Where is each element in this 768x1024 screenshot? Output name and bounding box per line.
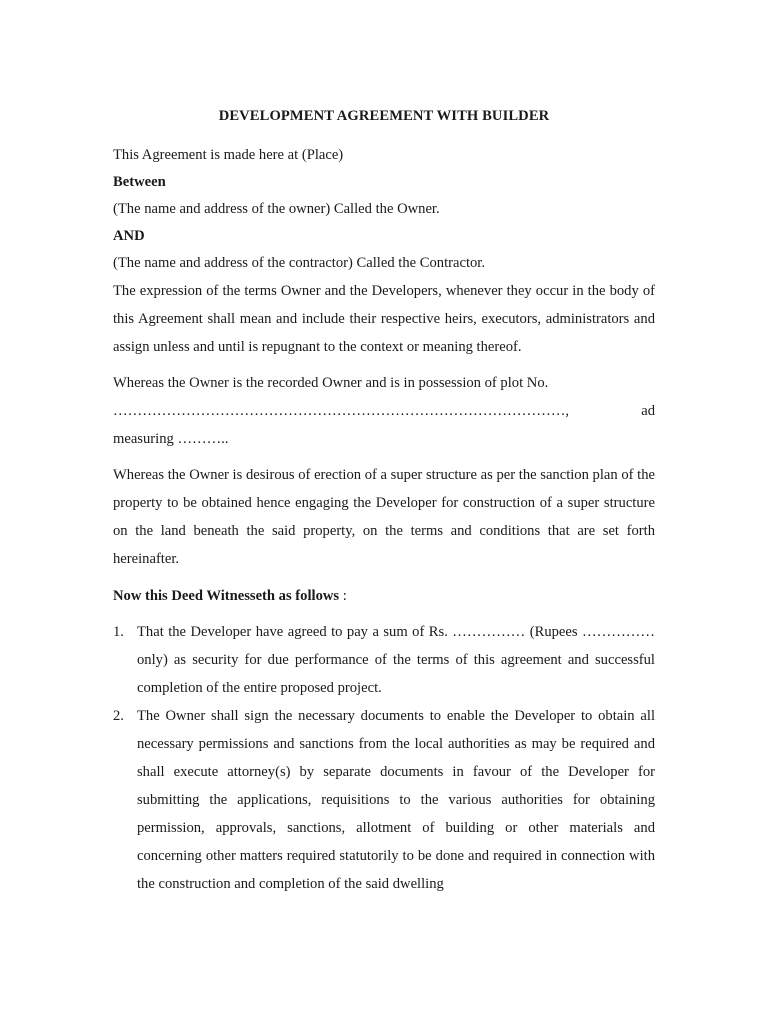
whereas-plot-measuring: measuring ………..	[113, 431, 229, 447]
between-label: Between	[113, 174, 166, 190]
whereas-plot-ad: ad	[641, 403, 655, 419]
contractor-line: (The name and address of the contractor) Called the Contractor.	[113, 255, 485, 271]
witness-heading-text: Now this Deed Witnesseth as follows	[113, 588, 340, 604]
list-item-number: 2.	[113, 708, 124, 724]
list-item-text: The Owner shall sign the necessary documents to enable the Developer to obtain all necessary permissions and sanctions from the local authorities as may be required and shall execute attorney(s) by separate documents in favour of the Developer for submitting the applications, requisitions to the various authorities for obtaining permission, approvals, sanctions, allotment of building or other materials and concerning other matters required statutorily to be done and required in connection with the construction and completion of the said dwelling	[137, 708, 655, 892]
whereas-plot-start: Whereas the Owner is the recorded Owner and is in possession of plot No.	[113, 375, 549, 391]
clauses-list	[113, 618, 655, 898]
list-item	[113, 618, 655, 702]
document-page	[113, 106, 655, 898]
whereas-plot-dots: …………………………………………………………………………………,	[113, 403, 570, 419]
whereas-plot-paragraph	[113, 369, 655, 453]
whereas-desire-paragraph: Whereas the Owner is desirous of erection of a super structure as per the sanction plan of the property to be obtained hence engaging the Developer for construction of a super structure on the land beneath the said property, on the terms and conditions that are set forth hereinafter.	[113, 467, 655, 567]
list-item-text: That the Developer have agreed to pay a sum of Rs. …………… (Rupees …………… only) as security for due performance of the terms of this agreement and successful completion of the entire proposed project.	[137, 624, 655, 696]
and-label: AND	[113, 228, 145, 244]
list-item	[113, 702, 655, 898]
witness-heading	[113, 582, 655, 610]
document-title: DEVELOPMENT AGREEMENT WITH BUILDER	[218, 108, 550, 124]
expression-paragraph: The expression of the terms Owner and the Developers, whenever they occur in the body of this Agreement shall mean and include their respective heirs, executors, administrators and assign unless and until is repugnant to the context or meaning thereof.	[113, 283, 655, 355]
witness-heading-colon: :	[339, 588, 347, 604]
list-item-number: 1.	[113, 624, 124, 640]
whereas-plot-dots-line	[113, 397, 655, 425]
owner-line: (The name and address of the owner) Called the Owner.	[113, 201, 440, 217]
intro-line: This Agreement is made here at (Place)	[113, 147, 344, 163]
